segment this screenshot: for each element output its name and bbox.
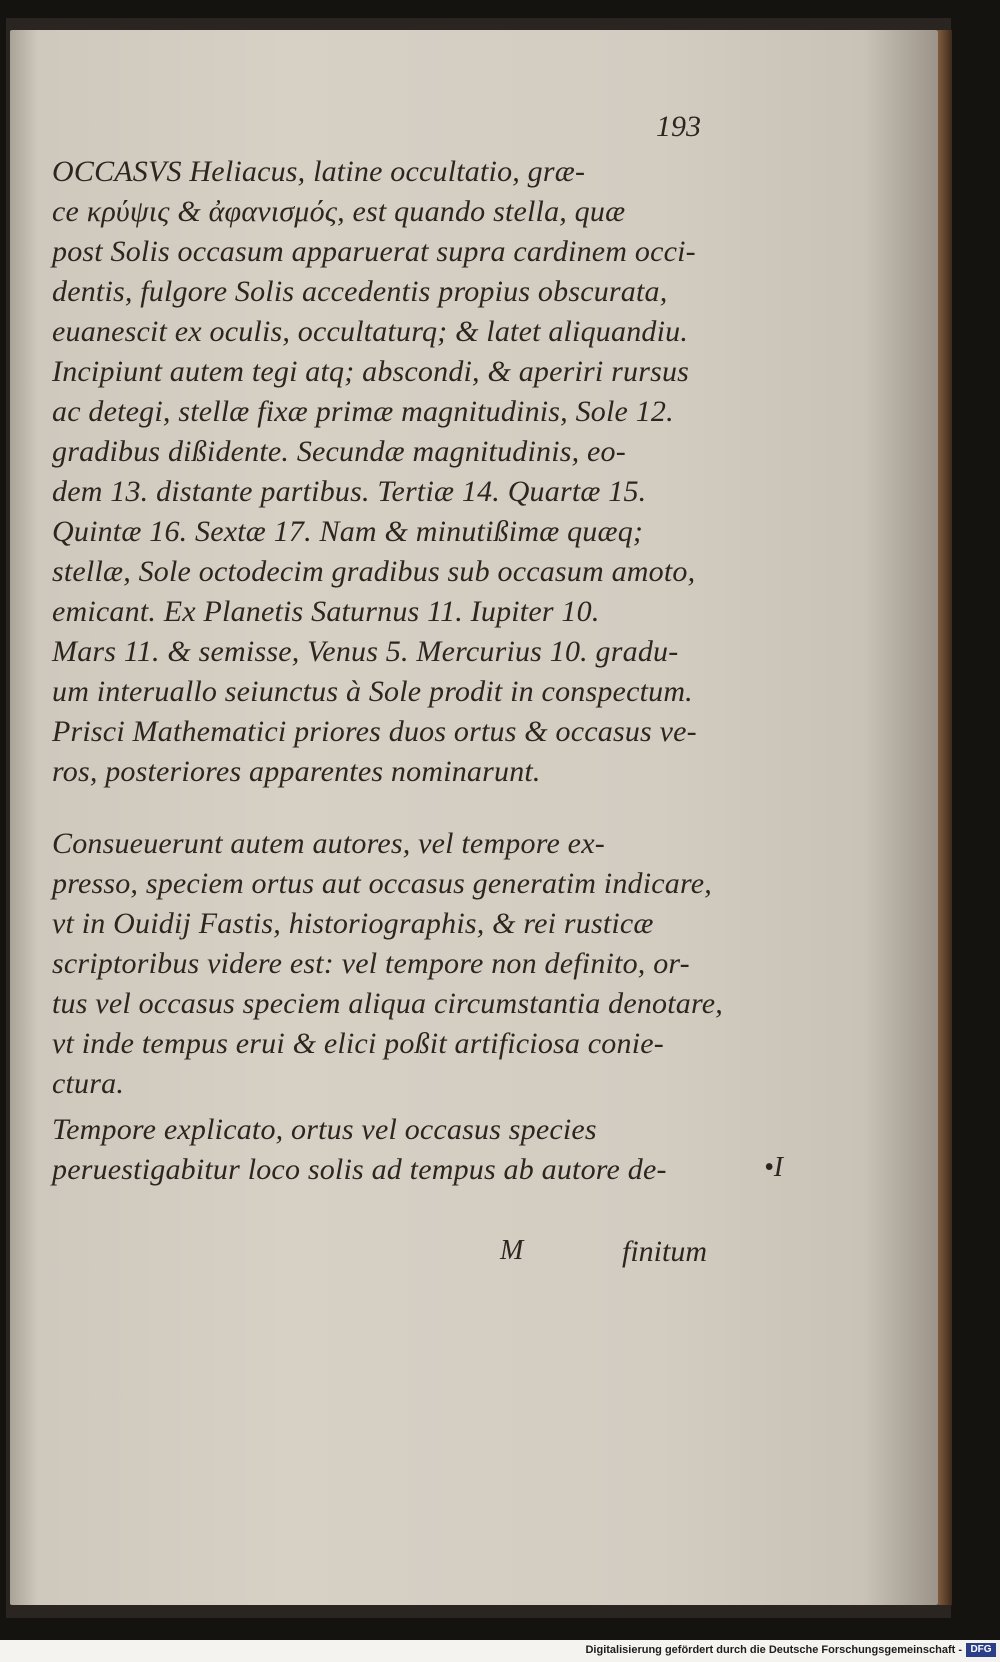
text-line: ctura. (52, 1067, 125, 1100)
text-line: Quintæ 16. Sextæ 17. Nam & minutißimæ quæq; (52, 515, 644, 548)
text-line: OCCASVS Heliacus, latine occultatio, græ- (52, 155, 586, 188)
paragraph-2 (52, 824, 732, 1104)
paragraph-3 (52, 1110, 732, 1190)
text-line: ce κρύψις & ἀφανισμός, est quando stella, quæ (52, 195, 626, 228)
text-line: stellæ, Sole octodecim gradibus sub occasum amoto, (52, 555, 696, 588)
page-number: 193 (656, 110, 701, 143)
text-line: euanescit ex oculis, occultaturq; & latet aliquandiu. (52, 315, 689, 348)
margin-mark: •I (764, 1152, 784, 1183)
text-line: Tempore explicato, ortus vel occasus species (52, 1113, 597, 1146)
text-line: vt inde tempus erui & elici poßit artificiosa conie- (52, 1027, 664, 1060)
dfg-logo-icon: DFG (966, 1643, 996, 1657)
text-line: Incipiunt autem tegi atq; abscondi, & aperiri rursus (52, 355, 690, 388)
text-line: presso, speciem ortus aut occasus generatim indicare, (52, 867, 712, 900)
text-line: um interuallo seiunctus à Sole prodit in conspectum. (52, 675, 693, 708)
paragraph-1 (52, 152, 732, 792)
text-line: ros, posteriores apparentes nominarunt. (52, 755, 541, 788)
text-line: vt in Ouidij Fastis, historiographis, & rei rusticæ (52, 907, 654, 940)
signature-mark: M (500, 1235, 524, 1266)
text-line: Prisci Mathematici priores duos ortus & occasus ve- (52, 715, 697, 748)
text-line: emicant. Ex Planetis Saturnus 11. Iupiter 10. (52, 595, 600, 628)
text-line: post Solis occasum apparuerat supra cardinem occi- (52, 235, 696, 268)
text-line: dentis, fulgore Solis accedentis propius obscurata, (52, 275, 668, 308)
text-line: gradibus dißidente. Secundæ magnitudinis, eo- (52, 435, 626, 468)
text-line: Consueuerunt autem autores, vel tempore ex- (52, 827, 605, 860)
text-line: ac detegi, stellæ fixæ primæ magnitudinis, Sole 12. (52, 395, 674, 428)
book-edge (938, 30, 952, 1605)
text-line: dem 13. distante partibus. Tertiæ 14. Quartæ 15. (52, 475, 647, 508)
text-line: peruestigabitur loco solis ad tempus ab autore de- (52, 1153, 667, 1186)
catchword: finitum (622, 1235, 708, 1268)
text-line: scriptoribus videre est: vel tempore non definito, or- (52, 947, 690, 980)
text-line: Mars 11. & semisse, Venus 5. Mercurius 10. gradu- (52, 635, 679, 668)
digitization-credit: Digitalisierung gefördert durch die Deutsche Forschungsgemeinschaft - (585, 1644, 962, 1656)
body-text (52, 152, 732, 1190)
text-line: tus vel occasus speciem aliqua circumstantia denotare, (52, 987, 723, 1020)
